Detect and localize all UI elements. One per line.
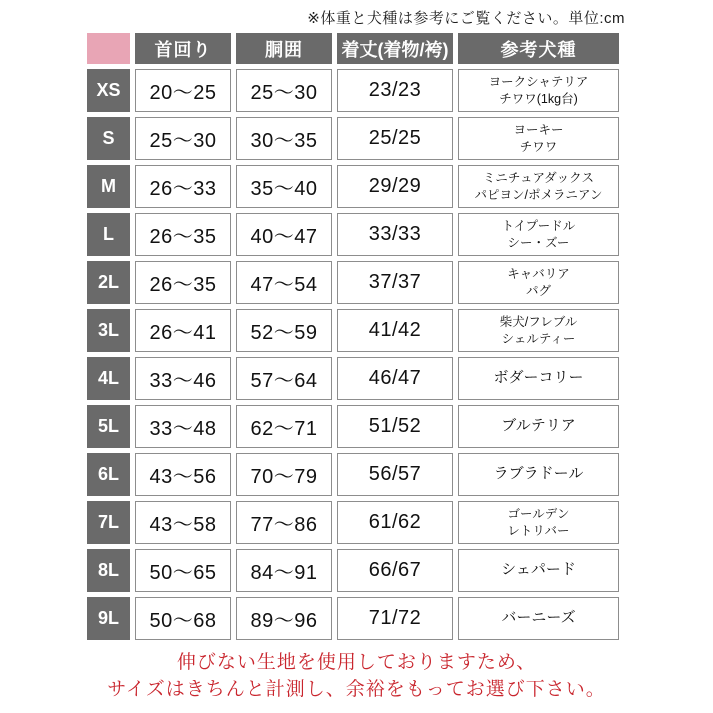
neck-cell: 33〜46 — [135, 357, 231, 400]
stretch-warning — [0, 650, 713, 703]
length-cell: 51/52 — [337, 405, 453, 448]
column-header-length: 着丈(着物/袴) — [337, 33, 453, 64]
neck-cell: 26〜35 — [135, 261, 231, 304]
breed-cell: 柴犬/フレブル シェルティー — [458, 309, 619, 352]
breed-cell: トイプードル シー・ズー — [458, 213, 619, 256]
size-label-cell: 9L — [87, 597, 130, 640]
girth-cell: 62〜71 — [236, 405, 332, 448]
corner-cell — [87, 33, 130, 64]
size-label-cell: 7L — [87, 501, 130, 544]
breed-cell: キャバリア パグ — [458, 261, 619, 304]
neck-cell: 26〜35 — [135, 213, 231, 256]
breed-cell: ヨークシャテリア チワワ(1kg台) — [458, 69, 619, 112]
size-row-5l — [87, 405, 619, 448]
size-chart-table — [82, 28, 624, 645]
breed-cell: ミニチュアダックス パピヨン/ポメラニアン — [458, 165, 619, 208]
size-row-7l — [87, 501, 619, 544]
breed-cell: ヨーキー チワワ — [458, 117, 619, 160]
neck-cell: 43〜58 — [135, 501, 231, 544]
neck-cell: 20〜25 — [135, 69, 231, 112]
neck-cell: 26〜33 — [135, 165, 231, 208]
stretch-warning-line2: サイズはきちんと計測し、余裕をもってお選び下さい。 — [107, 678, 606, 700]
size-label-cell: XS — [87, 69, 130, 112]
size-label-cell: 3L — [87, 309, 130, 352]
size-row-4l — [87, 357, 619, 400]
girth-cell: 70〜79 — [236, 453, 332, 496]
column-header-neck: 首回り — [135, 33, 231, 64]
header-row — [87, 33, 619, 64]
girth-cell: 40〜47 — [236, 213, 332, 256]
size-label-cell: M — [87, 165, 130, 208]
length-cell: 71/72 — [337, 597, 453, 640]
length-cell: 66/67 — [337, 549, 453, 592]
size-row-3l — [87, 309, 619, 352]
breed-cell: ラブラドール — [458, 453, 619, 496]
girth-cell: 89〜96 — [236, 597, 332, 640]
neck-cell: 26〜41 — [135, 309, 231, 352]
stretch-warning-line1: 伸びない生地を使用しておりますため、 — [176, 652, 537, 673]
girth-cell: 25〜30 — [236, 69, 332, 112]
breed-cell: ゴールデン レトリバー — [458, 501, 619, 544]
unit-note: ※体重と犬種は参考にご覧ください。単位:cm — [307, 10, 625, 27]
girth-cell: 30〜35 — [236, 117, 332, 160]
neck-cell: 25〜30 — [135, 117, 231, 160]
length-cell: 23/23 — [337, 69, 453, 112]
size-label-cell: 2L — [87, 261, 130, 304]
length-cell: 41/42 — [337, 309, 453, 352]
girth-cell: 47〜54 — [236, 261, 332, 304]
size-label-cell: 4L — [87, 357, 130, 400]
size-table-body — [87, 69, 619, 640]
size-label-cell: L — [87, 213, 130, 256]
size-label-cell: 8L — [87, 549, 130, 592]
size-row-l — [87, 213, 619, 256]
girth-cell: 52〜59 — [236, 309, 332, 352]
size-label-cell: 6L — [87, 453, 130, 496]
length-cell: 33/33 — [337, 213, 453, 256]
neck-cell: 33〜48 — [135, 405, 231, 448]
column-header-girth: 胴囲 — [236, 33, 332, 64]
size-row-6l — [87, 453, 619, 496]
breed-cell: シェパード — [458, 549, 619, 592]
length-cell: 25/25 — [337, 117, 453, 160]
girth-cell: 57〜64 — [236, 357, 332, 400]
size-row-9l — [87, 597, 619, 640]
girth-cell: 84〜91 — [236, 549, 332, 592]
column-header-breeds: 参考犬種 — [458, 33, 619, 64]
breed-cell: ブルテリア — [458, 405, 619, 448]
size-label-cell: S — [87, 117, 130, 160]
size-row-xs — [87, 69, 619, 112]
length-cell: 46/47 — [337, 357, 453, 400]
length-cell: 29/29 — [337, 165, 453, 208]
size-row-2l — [87, 261, 619, 304]
neck-cell: 43〜56 — [135, 453, 231, 496]
breed-cell: バーニーズ — [458, 597, 619, 640]
girth-cell: 35〜40 — [236, 165, 332, 208]
size-row-8l — [87, 549, 619, 592]
length-cell: 56/57 — [337, 453, 453, 496]
length-cell: 37/37 — [337, 261, 453, 304]
size-label-cell: 5L — [87, 405, 130, 448]
size-row-m — [87, 165, 619, 208]
breed-cell: ボダーコリー — [458, 357, 619, 400]
length-cell: 61/62 — [337, 501, 453, 544]
size-row-s — [87, 117, 619, 160]
neck-cell: 50〜65 — [135, 549, 231, 592]
neck-cell: 50〜68 — [135, 597, 231, 640]
girth-cell: 77〜86 — [236, 501, 332, 544]
